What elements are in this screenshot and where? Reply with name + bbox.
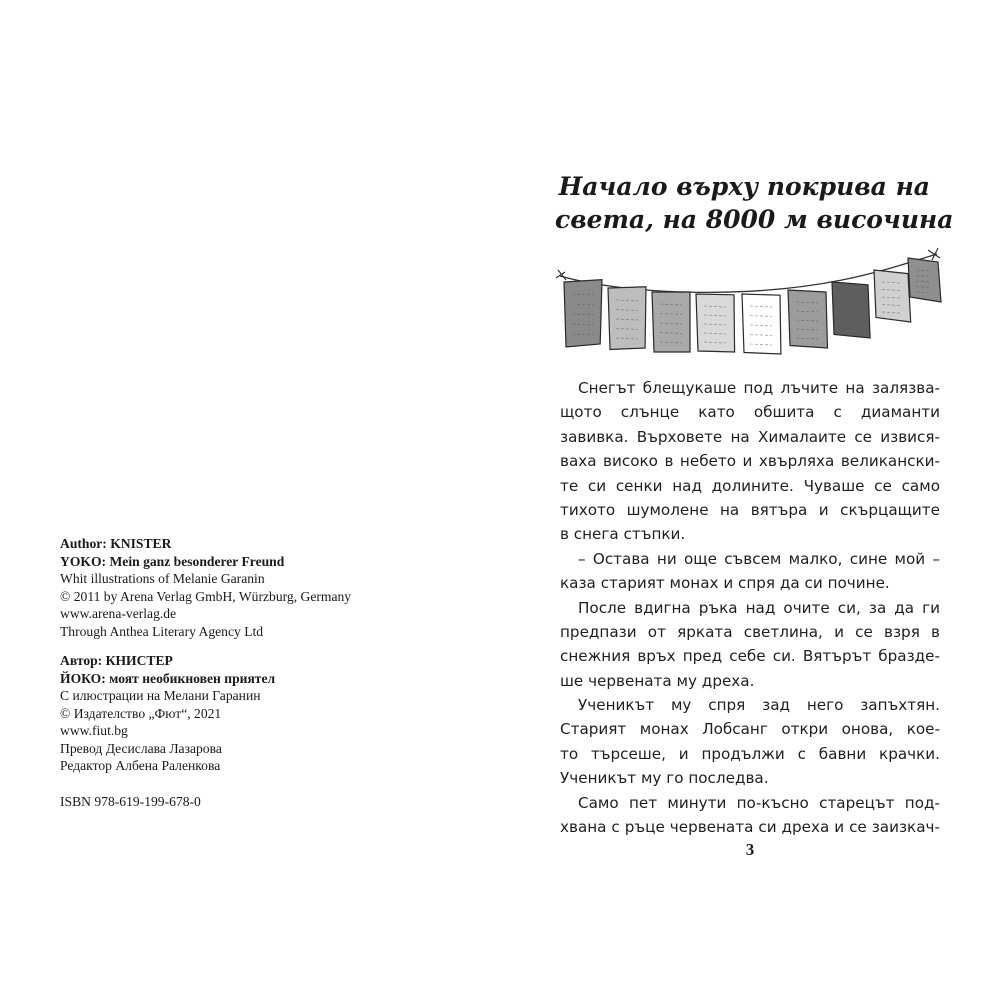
body-line: Снегът блещукаше под лъчите на залязва- (578, 379, 940, 397)
chapter-title (555, 170, 954, 236)
flag-group (564, 258, 941, 354)
imprint-copyright-bg: © Издателство „Фют“, 2021 (60, 705, 222, 721)
body-line: каза старият монах и спря да си почине. (560, 574, 890, 593)
body-line: ше червената му дреха. (560, 671, 755, 690)
imprint-publisher-url-bg: www.fiut.bg (60, 723, 128, 738)
imprint-author-bg: Автор: КНИСТЕР (60, 653, 173, 668)
imprint-isbn: ISBN 978-619-199-678-0 (60, 793, 201, 809)
body-line: Старият монах Лобсанг откри онова, кое- (560, 720, 940, 739)
imprint-editor: Редактор Албена Раленкова (60, 758, 221, 773)
body-line: ваха високо в небето и хвърляха великански- (560, 452, 940, 471)
body-line: предпази от ярката светлина, и се взря в (560, 622, 940, 641)
chapter-title-line: Начало върху покрива на (558, 172, 930, 201)
imprint-title-original: YOKO: Mein ganz besonderer Freund (60, 553, 285, 569)
body-line: завивка. Върховете на Хималаите се извися- (560, 427, 940, 446)
imprint-block (60, 535, 460, 810)
imprint-agency: Through Anthea Literary Agency Ltd (60, 623, 264, 639)
body-line: те си сенки над долините. Чуваше се само (560, 476, 940, 495)
prayer-flag (908, 258, 941, 302)
imprint-publisher-url-original: www.arena-verlag.de (60, 606, 177, 621)
prayer-flag (696, 294, 735, 352)
string-end-knot (928, 248, 940, 260)
imprint-translator: Превод Десислава Лазарова (60, 740, 222, 756)
body-line: Ученикът му го последва. (560, 769, 769, 788)
body-line: – Остава ни още съвсем малко, сине мой – (578, 549, 940, 568)
body-line: в снега стъпки. (560, 525, 686, 544)
prayer-flags-illustration (552, 246, 942, 362)
body-line: После вдигна ръка над очите си, за да ги (578, 598, 940, 617)
page-number: 3 (745, 840, 755, 859)
body-line: снежния връх пред себе си. Вятърът бразде- (560, 647, 940, 666)
imprint-copyright-original: © 2011 by Arena Verlag GmbH, Würzburg, Germany (60, 588, 352, 604)
prayer-flag (608, 287, 646, 350)
body-line: щото слънце като обшита с диаманти (560, 403, 940, 422)
string-end-knot (556, 270, 566, 280)
prayer-flag (832, 282, 870, 338)
imprint-illustrator-bg: С илюстрации на Мелани Гаранин (60, 688, 261, 703)
imprint-author-original: Author: KNISTER (60, 536, 172, 551)
body-text (560, 376, 940, 839)
body-line: Само пет минути по-късно старецът под- (578, 793, 940, 812)
prayer-flag (788, 290, 828, 348)
body-line: Ученикът му спря зад него запъхтян. (578, 696, 940, 715)
prayer-flag (874, 270, 911, 322)
imprint-title-bg: ЙОКО: моят необикновен приятел (60, 670, 276, 686)
prayer-flag (742, 294, 781, 354)
body-line: хвана с ръце червената си дреха и се заизкач- (560, 818, 940, 837)
body-line: тихото шумолене на вятъра и скърцащите (560, 500, 940, 519)
prayer-flag (564, 280, 602, 347)
prayer-flag (652, 292, 690, 352)
body-line: то търсеше, и продължи с бавни крачки. (560, 744, 940, 763)
imprint-illustrator-original: Whit illustrations of Melanie Garanin (60, 571, 265, 586)
chapter-title-line: света, на 8000 м височина (555, 205, 954, 234)
